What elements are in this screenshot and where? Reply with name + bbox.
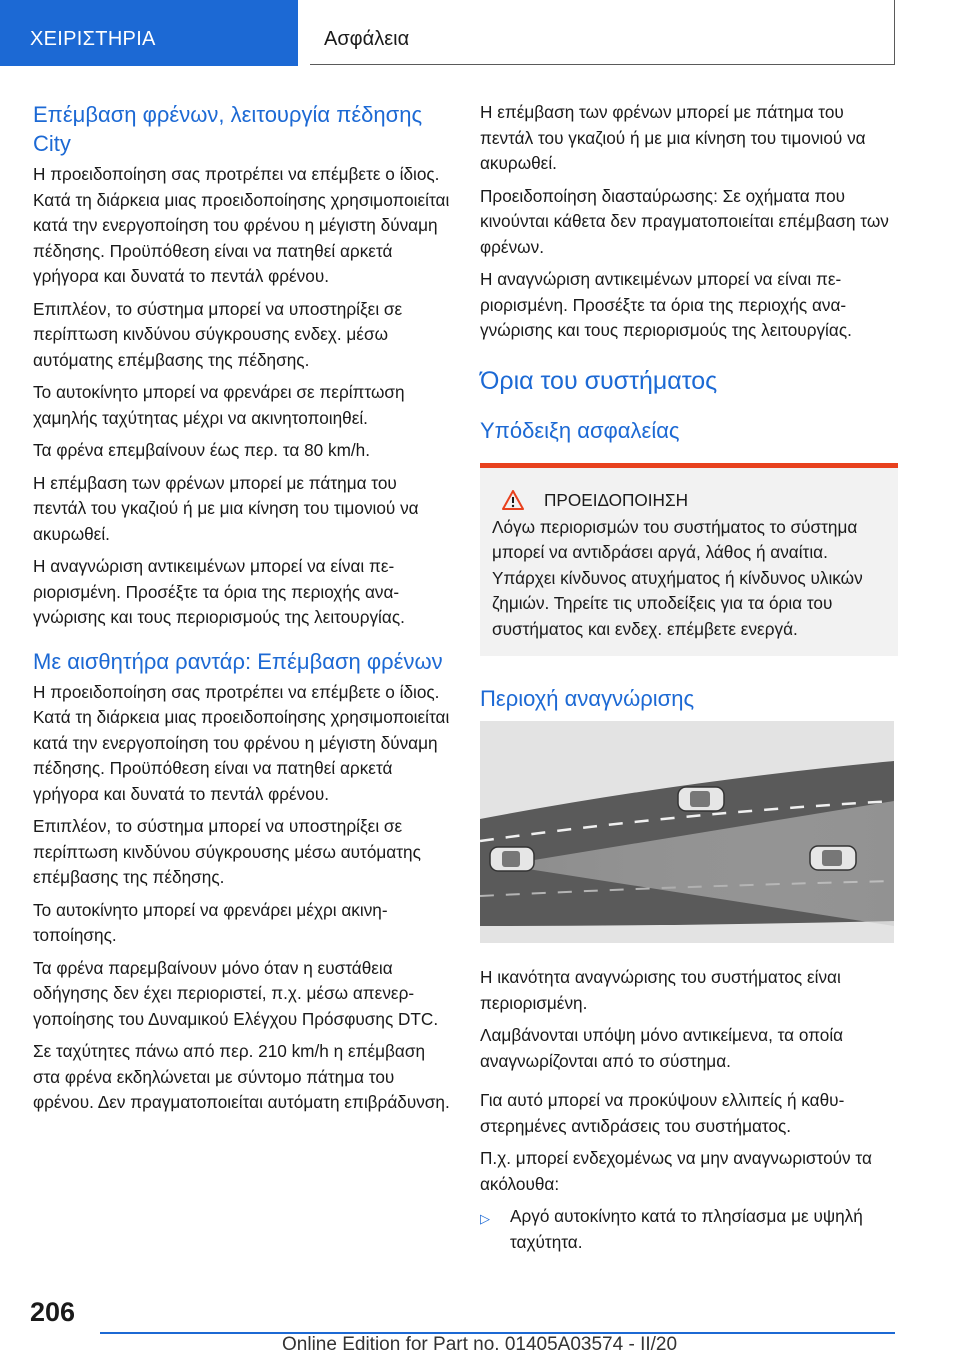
header-chapter [310,0,895,65]
page-number: 206 [30,1297,76,1327]
paragraph: Η αναγνώριση αντικειμένων μπορεί να είναι περιορισμένη. Προσέξτε τα όρια της περιοχής αναγνώρισης και τους περιορισμούς της λειτουργίας. [33,556,405,627]
paragraph: Σε ταχύτητες πάνω από περ. 210 km/h η επέμβαση στα φρένα εκδηλώνεται με σύντομο πάτημα του φρένου. Δεν πραγματοποιείται αυτόματη επιβράδυνση. [33,1041,450,1112]
paragraph: Η αναγνώριση αντικειμένων μπορεί να είναι περιορισμένη. Προσέξτε τα όρια της περιοχής αναγνώρισης και τους περιορισμούς της λειτουργίας. [480,269,852,340]
paragraph: Η επέμβαση των φρένων μπορεί με πάτημα του πεντάλ του γκαζιού ή με μια κίνηση του τιμονιού να ακυρωθεί. [480,102,866,173]
list-item-text: Αργό αυτοκίνητο κατά το πλησίασμα με υψηλή ταχύτητα. [510,1206,863,1252]
warning-box [480,463,898,657]
paragraph: Η ικανότητα αναγνώρισης του συστήματος είναι περιορισμένη. [480,967,841,1013]
list-item [480,1204,898,1255]
heading-system-limits: Όρια του συστήματος [480,366,718,395]
car-icon [810,846,856,870]
paragraph: Το αυτοκίνητο μπορεί να φρενάρει σε περίπτωση χαμηλής ταχύτητας μέχρι να ακινητοποιηθεί. [33,382,405,428]
heading-safety-note: Υπόδειξη ασφαλείας [480,417,680,443]
warning-triangle-icon [502,490,524,510]
warning-title-text: ΠΡΟΕΙΔΟΠΟΙΗΣΗ [544,489,688,510]
detection-area-diagram [480,721,894,943]
paragraph: Τα φρένα επεμβαίνουν έως περ. τα 80 km/h. [33,440,371,460]
warning-text: Λόγω περιορισμών του συστήματος το σύστημα μπορεί να αντιδράσει αργά, λάθος ή αναίτια. Υπάρχει κίνδυνος ατυχήματος ή κίνδυνος υλικών ζημιών. Τηρείτε τις υποδείξεις για τα όρια του συστήματος και ενδεχ. επέμβετε ενεργά. [492,516,863,639]
warning-title [492,490,886,511]
paragraph: Τα φρένα παρεμβαίνουν μόνο όταν η ευστάθεια οδήγησης δεν έχει περιοριστεί, π.χ. μέσω απενεργοποίησης του Δυναμικού Ελέγχου Πρόσφυσης DTC. [33,957,439,1029]
car-icon [678,787,724,811]
paragraph: Λαμβάνονται υπόψη μόνο αντικείμενα, τα οποία αναγνωρίζονται από το σύστημα. [480,1025,844,1071]
header-chapter-label: Ασφάλεια [324,28,410,50]
paragraph: Η προειδοποίηση σας προτρέπει να επέμβετε ο ίδιος. Κατά τη διάρκεια μιας προειδοποίησης χρησιμοποιείται κατά την ενεργοποίηση του φρένου η μέγιστη δύναμη πέδησης. Προϋπόθεση είναι να πατηθεί αρκετά γρήγορα και δυνατά το πεντάλ φρένου. [33,164,450,286]
road-illustration [480,721,894,943]
paragraph: Προειδοποίηση διασταύρωσης: Σε οχήματα που κινούνται κάθετα δεν πραγματοποιείται επέμβαση των φρένων. [480,185,889,257]
paragraph: Επιπλέον, το σύστημα μπορεί να υποστηρίξει σε περίπτωση κινδύνου σύγκρουσης ενδεχ. μέσω αυτόματης επέμβασης της πέδησης. [33,298,403,370]
paragraph: Για αυτό μπορεί να προκύψουν ελλιπείς ή καθυστερημένες αντιδράσεις του συστήματος. [480,1090,845,1136]
paragraph: Το αυτοκίνητο μπορεί να φρενάρει μέχρι ακινητοποίησης. [33,899,388,945]
heading-city-braking: Επέμβαση φρένων, λειτουργία πέδησης City [33,102,423,156]
paragraph: Π.χ. μπορεί ενδεχομένως να μην αναγνωριστούν τα ακόλουθα: [480,1148,872,1194]
right-column [480,100,898,1255]
footer-text: Online Edition for Part no. 01405A03574 - II/20 [282,1334,678,1355]
car-icon [490,847,534,871]
bullet-triangle-icon: ▷ [480,1211,490,1226]
paragraph: Η επέμβαση των φρένων μπορεί με πάτημα του πεντάλ του γκαζιού ή με μια κίνηση του τιμονιού να ακυρωθεί. [33,472,419,544]
header-section-tab [0,0,298,66]
paragraph: Επιπλέον, το σύστημα μπορεί να υποστηρίξει σε περίπτωση κινδύνου σύγκρουσης μέσω αυτόματης επέμβασης της πέδησης. [33,816,421,887]
paragraph: Η προειδοποίηση σας προτρέπει να επέμβετε ο ίδιος. Κατά τη διάρκεια μιας προειδοποίησης χρησιμοποιείται κατά την ενεργοποίηση του φρένου η μέγιστη δύναμη πέδησης. Προϋπόθεση είναι να πατηθεί αρκετά γρήγορα και δυνατά το πεντάλ φρένου. [33,681,450,804]
heading-detection-area: Περιοχή αναγνώρισης [480,686,695,711]
header-section-label: ΧΕΙΡΙΣΤΗΡΙΑ [30,28,156,50]
left-column [33,100,451,1123]
heading-radar-braking: Με αισθητήρα ραντάρ: Επέμβαση φρένων [33,648,443,674]
